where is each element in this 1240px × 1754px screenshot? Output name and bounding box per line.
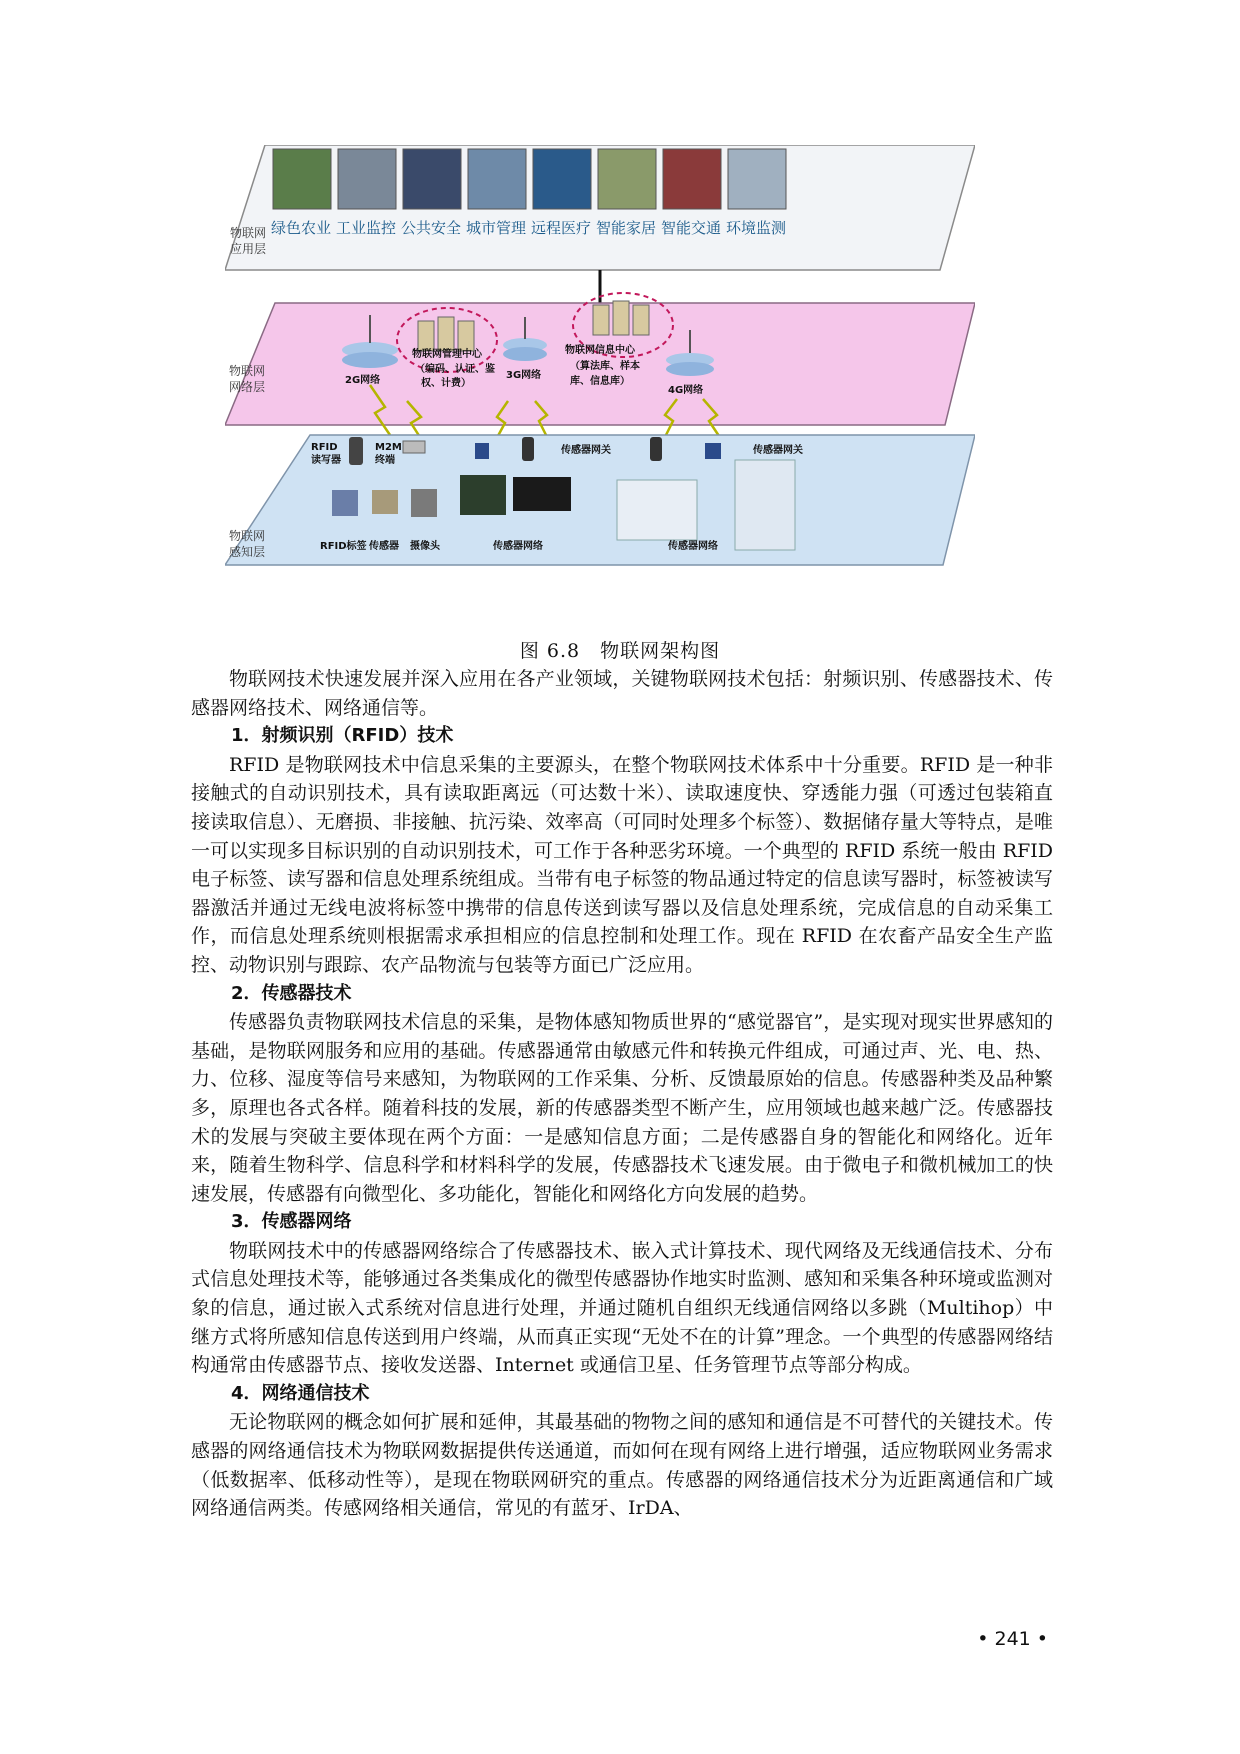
network-layer-label: 物联网网络层: [229, 364, 266, 394]
iot-architecture-figure: [225, 145, 975, 633]
rfid-tag-image: [332, 490, 358, 516]
page-number: • 241 •: [977, 1628, 1048, 1650]
sensor-label: 传感器: [369, 541, 399, 552]
application-image: [273, 149, 331, 209]
rfid-tag-label: RFID标签: [320, 541, 367, 552]
management-center-title: 物联网管理中心: [412, 349, 482, 360]
application-image: [663, 149, 721, 209]
network-2g-label: 2G网络: [345, 375, 381, 386]
car-image-1: [460, 475, 506, 515]
figure-caption: 图 6.8 物联网架构图: [519, 640, 721, 662]
application-label: 环境监测: [726, 219, 787, 237]
m2m-terminal-device: [403, 441, 425, 453]
sensor-gateway-label-2: 传感器网关: [753, 445, 803, 456]
application-label: 工业监控: [336, 219, 397, 237]
m2m-terminal-label: M2M 终端: [375, 442, 402, 466]
section-heading-rfid: 1．射频识别（RFID）技术: [231, 725, 454, 747]
information-center-title: 物联网信息中心: [565, 345, 635, 356]
application-label: 绿色农业: [271, 219, 332, 237]
application-label: 远程医疗: [531, 219, 592, 237]
application-label: 城市管理: [466, 219, 527, 237]
sensor-image: [372, 490, 398, 514]
section-heading-sensor-network: 3．传感器网络: [231, 1211, 352, 1233]
information-center-sub1: （算法库、样本: [570, 361, 640, 372]
application-image: [338, 149, 396, 209]
body-text: [191, 665, 1053, 1523]
camera-image: [411, 489, 437, 517]
section-heading-communication: 4．网络通信技术: [231, 1382, 370, 1404]
communication-paragraph: 无论物联网的概念如何扩展和延伸，其最基础的物物之间的感知和通信是不可替代的关键技术。传感器的网络通信技术为物联网数据提供传送通道，而如何在现有网络上进行增强，适应物联网业务需求（低数据率、低移动性等），是现在物联网研究的重点。传感器的网络通信技术分为近距离通信和广域网络通信两类。传感网络相关通信，常见的有蓝牙、IrDA、: [191, 1411, 1053, 1520]
sensor-network-label-2: 传感器网络: [668, 541, 718, 552]
gateway-router-1: [475, 443, 489, 459]
sensor-network-label-1: 传感器网络: [493, 541, 543, 552]
application-image: [533, 149, 591, 209]
car-image-2: [513, 477, 571, 511]
gateway-device-1: [522, 437, 534, 461]
rfid-paragraph: RFID 是物联网技术中信息采集的主要源头，在整个物联网技术体系中十分重要。RFID 是一种非接触式的自动识别技术，具有读取距离远（可达数十米）、读取速度快、穿透能力强（可透过包装箱直接读取信息）、无磨损、非接触、抗污染、效率高（可同时处理多个标签）、数据储存量大等特点，是唯一可以实现多目标识别的自动识别技术，可工作于各种恶劣环境。一个典型的 RFID 系统一般由 RFID 电子标签、读写器和信息处理系统组成。当带有电子标签的物品通过特定的信息读写器时，标签被读写器激活并通过无线电波将标签中携带的信息传送到读写器以及信息处理系统，完成信息的自动采集工作，而信息处理系统则根据需求承担相应的信息控制和处理工作。现在 RFID 在农畜产品安全生产监控、动物识别与跟踪、农产品物流与包装等方面已广泛应用。: [191, 753, 1053, 976]
sensor-gateway-label-1: 传感器网关: [561, 445, 611, 456]
network-4g-label: 4G网络: [668, 385, 704, 396]
application-layer-label: 物联网应用层: [230, 226, 267, 256]
sensor-network-image-2: [735, 460, 795, 550]
application-label: 智能交通: [661, 219, 722, 237]
application-label: 智能家居: [596, 219, 657, 237]
gateway-device-2: [650, 437, 662, 461]
application-image: [403, 149, 461, 209]
information-center-sub2: 库、信息库）: [570, 376, 630, 387]
sensor-paragraph: 传感器负责物联网技术信息的采集，是物体感知物质世界的“感觉器官”，是实现对现实世界感知的基础，是物联网服务和应用的基础。传感器通常由敏感元件和转换元件组成，可通过声、光、电、热、力、位移、湿度等信号来感知，为物联网的工作采集、分析、反馈最原始的信息。传感器种类及品种繁多，原理也各式各样。随着科技的发展，新的传感器类型不断产生，应用领域也越来越广泛。传感器技术的发展与突破主要体现在两个方面：一是感知信息方面；二是传感器自身的智能化和网络化。近年来，随着生物科学、信息科学和材料科学的发展，传感器技术飞速发展。由于微电子和微机械加工的快速发展，传感器有向微型化、多功能化，智能化和网络化方向发展的趋势。: [191, 1011, 1053, 1205]
section-heading-sensor: 2．传感器技术: [231, 982, 352, 1004]
rfid-reader-label: RFID 读写器: [311, 442, 341, 466]
management-center-sub2: 权、计费）: [421, 378, 471, 389]
application-image: [598, 149, 656, 209]
network-3g-label: 3G网络: [506, 370, 542, 381]
intro-paragraph: 物联网技术快速发展并深入应用在各产业领域，关键物联网技术包括：射频识别、传感器技术、传感器网络技术、网络通信等。: [191, 668, 1053, 719]
sensor-network-image-1: [617, 480, 697, 540]
management-center-sub1: （编码、认证、鉴: [415, 364, 495, 375]
application-image: [728, 149, 786, 209]
rfid-reader-device: [349, 437, 363, 465]
sensor-network-paragraph: 物联网技术中的传感器网络综合了传感器技术、嵌入式计算技术、现代网络及无线通信技术、分布式信息处理技术等，能够通过各类集成化的微型传感器协作地实时监测、感知和采集各种环境或监测对象的信息，通过嵌入式系统对信息进行处理，并通过随机自组织无线通信网络以多跳（Multihop）中继方式将所感知信息传送到用户终端，从而真正实现“无处不在的计算”理念。一个典型的传感器网络结构通常由传感器节点、接收发送器、Internet 或通信卫星、任务管理节点等部分构成。: [191, 1239, 1053, 1377]
gateway-router-2: [705, 443, 721, 459]
application-label: 公共安全: [401, 219, 462, 237]
application-image: [468, 149, 526, 209]
camera-label: 摄像头: [410, 541, 440, 552]
perception-layer-label: 物联网感知层: [229, 529, 266, 559]
